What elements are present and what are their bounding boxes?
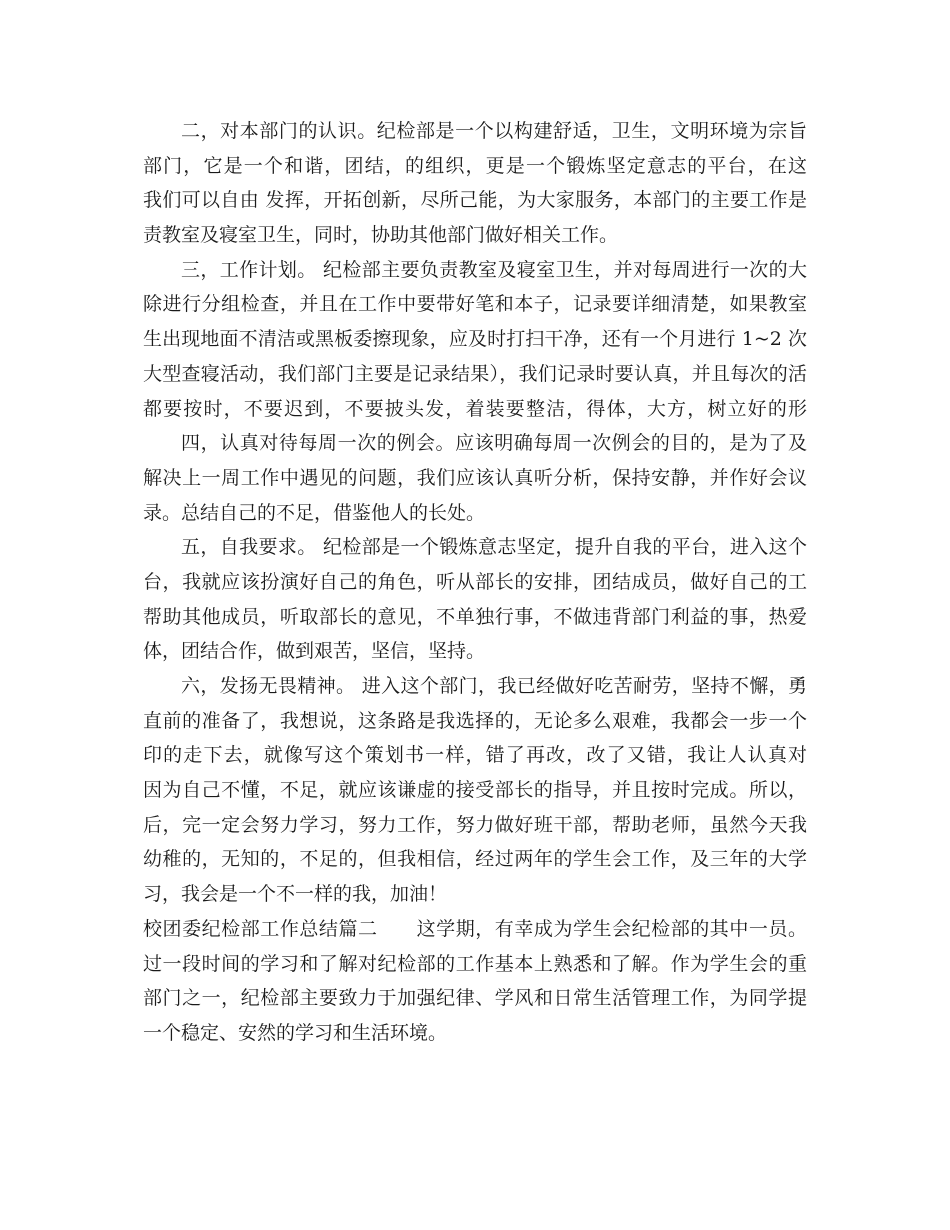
text-line: 台，我就应该扮演好自己的角色，听从部长的安排，团结成员，做好自己的工 — [143, 570, 807, 593]
text-line: 责教室及寝室卫生，同时，协助其他部门做好相关工作。 — [143, 224, 619, 247]
text-line: 直前的准备了，我想说，这条路是我选择的，无论多么艰难，我都会一步一个 — [143, 709, 807, 732]
text-line: 后，完一定会努力学习，努力工作，努力做好班干部，帮助老师，虽然今天我 — [143, 813, 807, 836]
text-line: 六，发扬无畏精神。 进入这个部门，我已经做好吃苦耐劳，坚持不懈，勇 — [181, 675, 807, 697]
document-body — [143, 114, 807, 1051]
text-line: 帮助其他成员，听取部长的意见，不单独行事，不做违背部门利益的事，热爱 — [143, 605, 807, 628]
text-line: 我们可以自由 发挥，开拓创新，尽所己能，为大家服务，本部门的主要工作是 — [143, 189, 807, 212]
text-line: 五，自我要求。 纪检部是一个锻炼意志坚定，提升自我的平台，进入这个 — [181, 536, 807, 559]
text-line: 生出现地面不清洁或黑板委擦现象，应及时打扫干净，还有一个月进行 1~2 次 — [143, 328, 807, 351]
text-line: 除进行分组检查，并且在工作中要带好笔和本子，记录要详细清楚，如果教室 — [143, 293, 807, 316]
text-line: 部门之一，纪检部主要致力于加强纪律、学风和日常生活管理工作，为同学提 — [143, 987, 807, 1010]
text-line: 大型查寝活动，我们部门主要是记录结果），我们记录时要认真，并且每次的活 — [143, 362, 807, 385]
text-line: 过一段时间的学习和了解对纪检部的工作基本上熟悉和了解。作为学生会的重 — [143, 952, 807, 975]
text-line: 解决上一周工作中遇见的问题，我们应该认真听分析，保持安静，并作好会议 — [143, 466, 807, 489]
text-line: 体，团结合作，做到艰苦，坚信，坚持。 — [143, 640, 486, 663]
text-line: 印的走下去，就像写这个策划书一样，错了再改，改了又错，我让人认真对 — [143, 744, 807, 767]
text-line: 一个稳定、安然的学习和生活环境。 — [143, 1021, 448, 1044]
text-line: 习，我会是一个不一样的我，加油！ — [143, 883, 448, 906]
text-line: 二，对本部门的认识。纪检部是一个以构建舒适，卫生，文明环境为宗旨 — [181, 120, 807, 142]
text-line: 因为自己不懂，不足，就应该谦虚的接受部长的指导，并且按时完成。所以， — [143, 779, 807, 802]
text-line: 录。总结自己的不足，借鉴他人的长处。 — [143, 501, 486, 524]
text-line: 部门，它是一个和谐，团结，的组织，更是一个锻炼坚定意志的平台，在这 — [143, 154, 807, 177]
text-line: 都要按时，不要迟到，不要披头发，着装要整洁，得体，大方，树立好的形 — [143, 397, 807, 420]
text-line: 三，工作计划。 纪检部主要负责教室及寝室卫生，并对每周进行一次的大 — [181, 258, 807, 281]
text-line: 幼稚的，无知的，不足的，但我相信，经过两年的学生会工作，及三年的大学 — [143, 848, 807, 871]
text-line: 校团委纪检部工作总结篇二 这学期，有幸成为学生会纪检部的其中一员。 — [143, 917, 807, 940]
text-line: 四，认真对待每周一次的例会。应该明确每周一次例会的目的，是为了及 — [181, 432, 807, 455]
